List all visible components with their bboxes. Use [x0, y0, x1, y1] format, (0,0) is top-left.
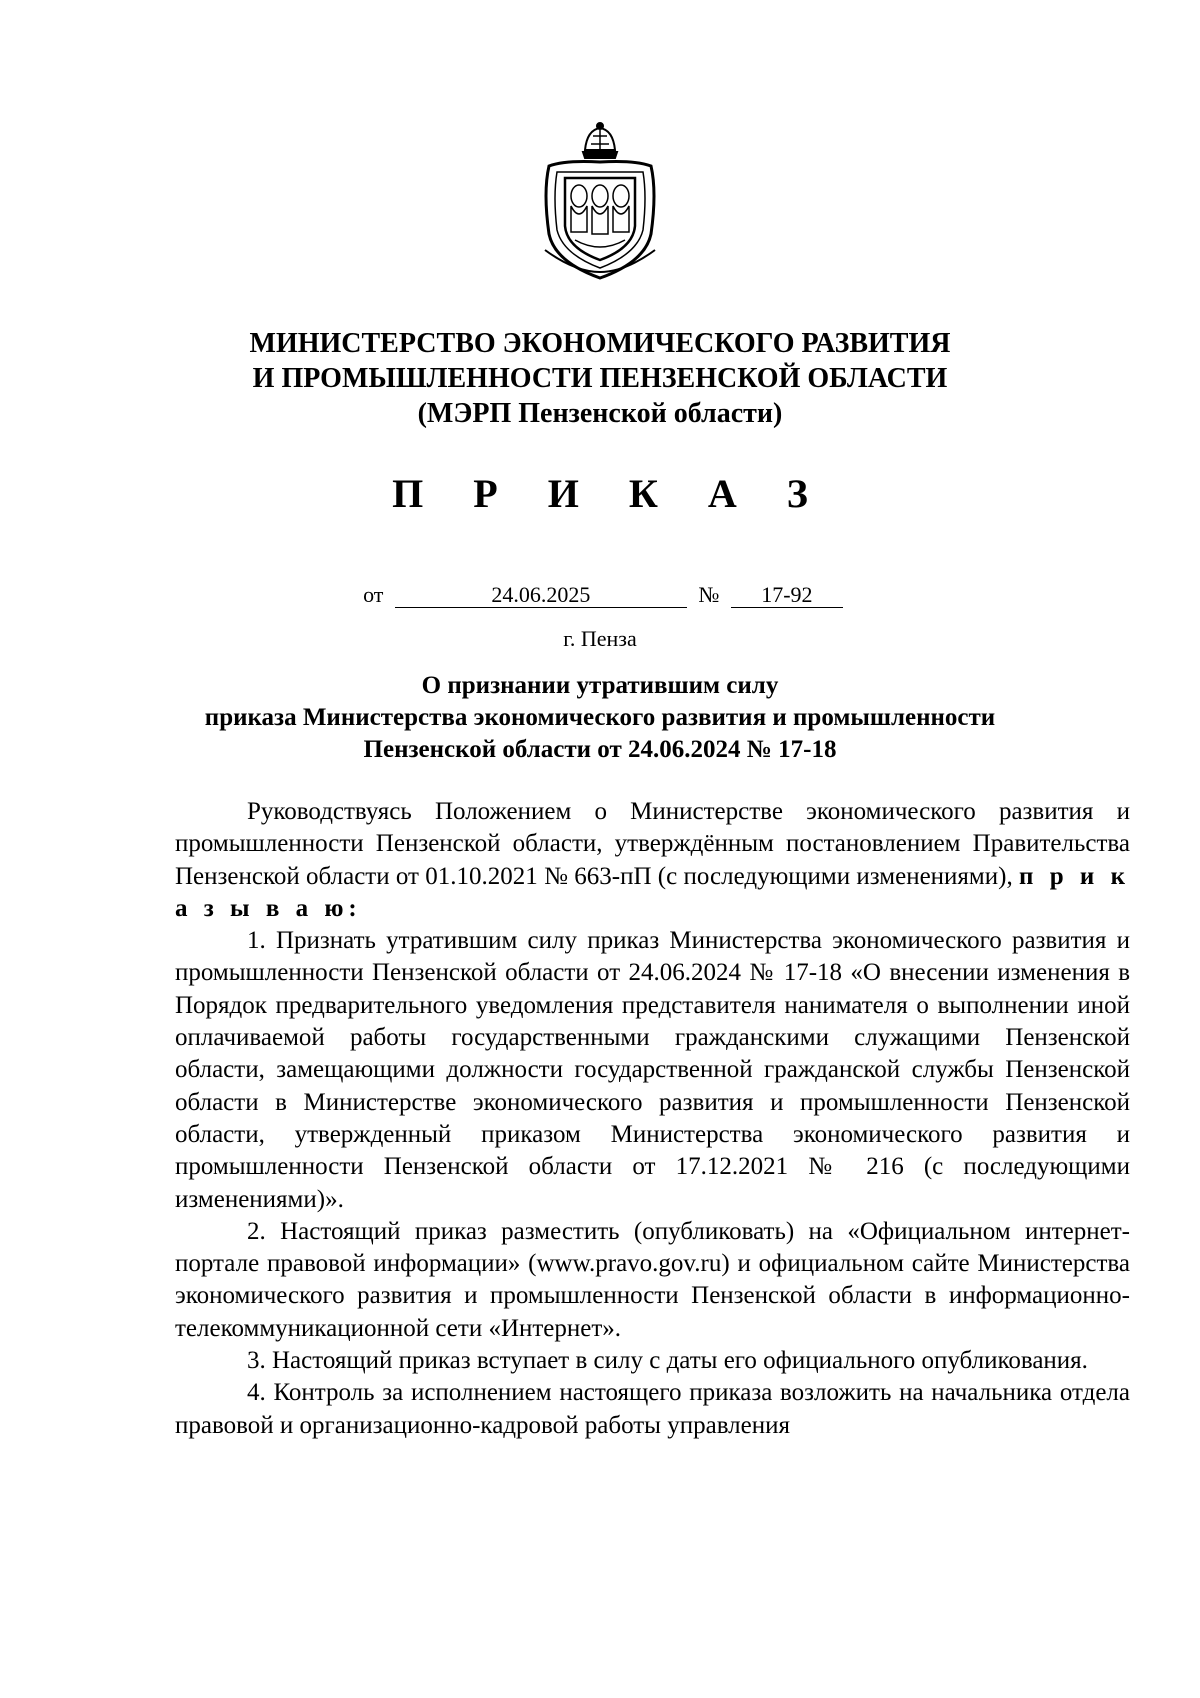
subject-line-3: Пензенской области от 24.06.2024 № 17-18 — [363, 736, 837, 763]
paragraph-3: 3. Настоящий приказ вступает в силу с даты его официального опубликования. — [247, 1347, 1088, 1375]
ministry-header — [0, 326, 1200, 431]
ministry-name-line-2: И ПРОМЫШЛЕННОСТИ ПЕНЗЕНСКОЙ ОБЛАСТИ — [252, 363, 948, 394]
paragraph-1: 1. Признать утратившим силу приказ Министерства экономического развития и промышленности Пензенской области от 24.06.2024 № 17-18 «О внесении изменения в Порядок предварительного уведомления представителя нанимателя о выполнении иной оплачиваемой работы государственными гражданскими служащими Пензенской области, замещающими должности государственной гражданской службы Пензенской области в Министерстве экономического развития и промышленности Пензенской области, утвержденный приказом Министерства экономического развития и промышленности Пензенской области от 17.12.2021 № 216 (с последующими изменениями)». — [175, 927, 1130, 1213]
number-label: № — [698, 582, 720, 607]
order-subject — [0, 670, 1200, 766]
subject-line-1: О признании утратившим силу — [421, 672, 779, 699]
ministry-abbreviation: (МЭРП Пензенской области) — [417, 398, 783, 429]
city: г. Пенза — [563, 626, 637, 651]
order-word: п р и к а з ы в а ю: — [175, 862, 1130, 922]
document-title: П Р И К А З — [392, 471, 828, 516]
paragraph-2: 2. Настоящий приказ разместить (опубликовать) на «Официальном интернет-портале правовой информации» (www.pravo.gov.ru) и официальном сайте Министерства экономического развития и промышленности Пензенской области в информационно-телекоммуникационной сети «Интернет». — [175, 1217, 1130, 1342]
order-number: 17-92 — [731, 584, 843, 608]
order-date-number-line — [0, 582, 1200, 608]
coat-of-arms-icon — [535, 122, 665, 282]
order-date: 24.06.2025 — [395, 584, 687, 608]
intro-paragraph — [175, 796, 1130, 925]
document-body — [175, 796, 1130, 1442]
paragraph-4: 4. Контроль за исполнением настоящего приказа возложить на начальника отдела правовой и организационно-кадровой работы управления — [175, 1379, 1130, 1439]
ministry-name-line-1: МИНИСТЕРСТВО ЭКОНОМИЧЕСКОГО РАЗВИТИЯ — [249, 328, 951, 359]
from-label: от — [363, 582, 384, 607]
subject-line-2: приказа Министерства экономического развития и промышленности — [204, 704, 996, 731]
intro-text: Руководствуясь Положением о Министерстве экономического развития и промышленности Пензенской области, утверждённым постановлением Правительства Пензенской области от 01.10.2021 № 663-пП (с последующими изменениями), — [175, 798, 1130, 890]
